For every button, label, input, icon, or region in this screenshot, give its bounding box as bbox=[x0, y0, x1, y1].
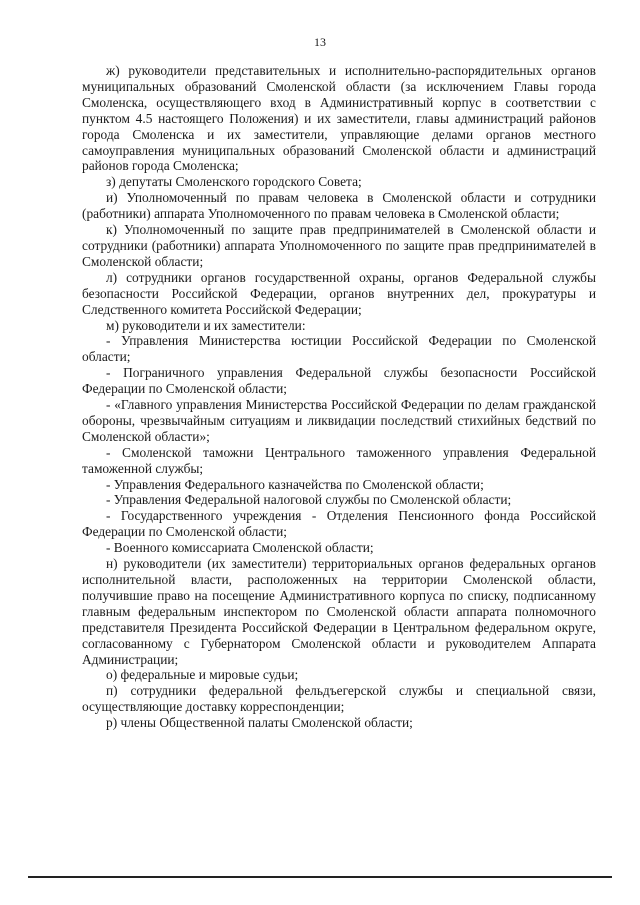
paragraph-r: р) члены Общественной палаты Смоленской области; bbox=[106, 715, 413, 731]
list-item-justice: - Управления Министерства юстиции Российской Федерации по Смоленской области; bbox=[82, 333, 596, 365]
paragraph-o: о) федеральные и мировые судьи; bbox=[106, 667, 299, 683]
list-item-border: - Пограничного управления Федеральной службы безопасности Российской Федерации по Смоленской области; bbox=[82, 365, 596, 397]
list-item-customs: - Смоленской таможни Центрального таможенного управления Федеральной таможенной службы; bbox=[82, 444, 596, 476]
paragraph-z: з) депутаты Смоленского городского Совета; bbox=[106, 174, 362, 190]
document-body bbox=[82, 63, 596, 731]
list-item-pension: - Государственного учреждения - Отделения Пенсионного фонда Российской Федерации по Смоленской области; bbox=[82, 508, 596, 540]
list-item-emergency: - «Главного управления Министерства Российской Федерации по делам гражданской обороны, чрезвычайным ситуациям и ликвидации последствий стихийных бедствий по Смоленской области»; bbox=[82, 397, 596, 444]
paragraph-p: п) сотрудники федеральной фельдъегерской службы и специальной связи, осуществляющие доставку корреспонденции; bbox=[82, 683, 596, 715]
list-item-tax: - Управления Федеральной налоговой службы по Смоленской области; bbox=[106, 492, 512, 508]
paragraph-i: и) Уполномоченный по правам человека в Смоленской области и сотрудники (работники) аппарата Уполномоченного по правам человека в Смоленской области; bbox=[82, 190, 596, 222]
paragraph-l: л) сотрудники органов государственной охраны, органов Федеральной службы безопасности Российской Федерации, органов внутренних дел, прокуратуры и Следственного комитета Российской Федерации; bbox=[82, 269, 596, 317]
page-number: 13 bbox=[314, 35, 326, 49]
paragraph-n: н) руководители (их заместители) территориальных органов федеральных органов исполнительной власти, расположенных на территории Смоленской области, получившие право на посещение Административного корпуса по списку, подписанному главным федеральным инспектором по Смоленской области аппарата полномочного представителя Президента Российской Федерации в Центральном федеральном округе, согласованному с Губернатором Смоленской области и руководителем Аппарата Администрации; bbox=[82, 556, 596, 667]
list-item-military: - Военного комиссариата Смоленской области; bbox=[106, 540, 374, 556]
paragraph-zh: ж) руководители представительных и исполнительно-распорядительных органов муниципальных образований Смоленской области (за исключением Главы города Смоленска, осуществляющего вход в Административный корпус в соответствии с пунктом 4.5 настоящего Положения) и их заместители, главы администраций районов города Смоленска и их заместители, управляющие делами органов местного самоуправления муниципальных образований Смоленской области и администраций районов города Смоленска; bbox=[82, 63, 596, 174]
list-item-treasury: - Управления Федерального казначейства по Смоленской области; bbox=[106, 476, 484, 492]
paragraph-k: к) Уполномоченный по защите прав предпринимателей в Смоленской области и сотрудники (работники) аппарата Уполномоченного по защите прав предпринимателей в Смоленской области; bbox=[82, 222, 596, 269]
paragraph-m: м) руководители и их заместители: bbox=[106, 317, 306, 333]
bottom-rule bbox=[28, 876, 612, 878]
